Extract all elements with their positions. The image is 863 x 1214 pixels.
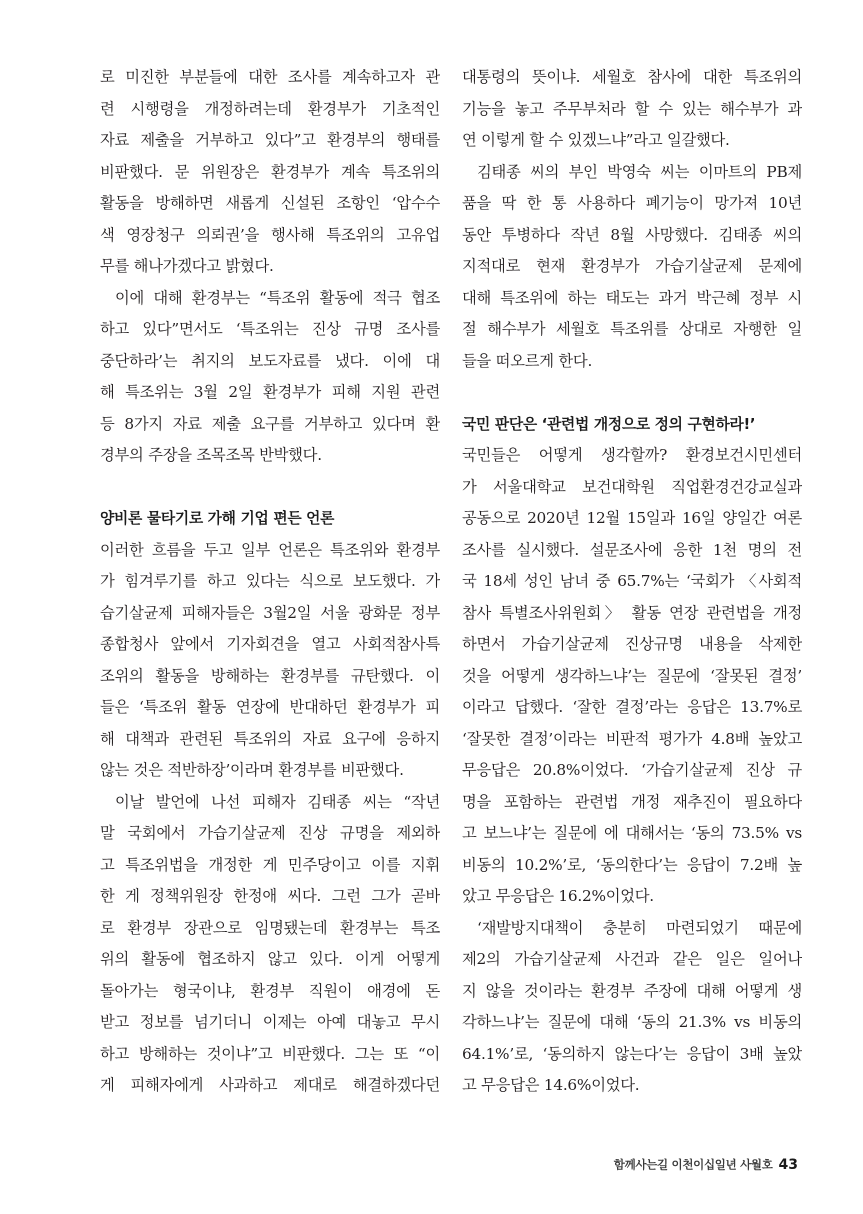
text-line: 이날 발언에 나선 피해자 김태종 씨는 “작년 [115,792,440,811]
text-line: 고 특조위법을 개정한 게 민주당이고 이를 지휘 [100,855,440,874]
text-line: 참사 특별조사위원회〉 활동 연장 관련법을 개정 [462,603,802,622]
paragraph [100,535,440,787]
text-line: 색 영장청구 의뢰권’을 행사해 특조위의 고유업 [100,225,440,244]
text-line: 았고 무응답은 16.2%이었다. [462,887,654,905]
text-line: 말 국회에서 가습기살균제 진상 규명을 제외하 [100,824,440,842]
paragraph [100,62,440,283]
text-line: 명을 포함하는 관련법 개정 재추진이 필요하다 [462,792,802,811]
text-line: 품을 딱 한 통 사용하다 폐기능이 망가져 10년 [462,194,802,212]
text-line: 이라고 답했다. ‘잘한 결정’라는 응답은 13.7%로 [462,698,802,716]
text-line: 종합청사 앞에서 기자회견을 열고 사회적참사특 [100,635,440,653]
page-number: 43 [778,1156,798,1173]
text-line: 동안 투병하다 작년 8월 사망했다. 김태종 씨의 [462,225,802,244]
text-line: 고 보느냐’는 질문에 에 대해서는 ‘동의 73.5% vs [462,824,802,842]
page-footer [614,1154,798,1173]
paragraph [462,913,802,1102]
paragraph [462,440,802,913]
text-line: 절 해수부가 세월호 특조위를 상대로 자행한 일 [462,320,802,338]
text-line: 하고 방해하는 것이냐”고 비판했다. 그는 또 “이 [100,1044,440,1063]
text-line: 중단하라’는 취지의 보도자료를 냈다. 이에 대 [100,351,440,370]
text-line: 지적대로 현재 환경부가 가습기살균제 문제에 [462,257,802,275]
text-line: 지 않을 것이라는 환경부 주장에 대해 어떻게 생 [462,981,802,1000]
text-line: 대통령의 뜻이냐. 세월호 참사에 대한 특조위의 [462,68,802,86]
text-line: 해 대책과 관련된 특조위의 자료 요구에 응하지 [100,729,440,748]
paragraph [462,157,802,378]
text-line: 각하느냐’는 질문에 대해 ‘동의 21.3% vs 비동의 [462,1013,802,1031]
text-line: 활동을 방해하면 새롭게 신설된 조항인 ‘압수수 [100,194,440,212]
text-line: ‘잘못한 결정’이라는 비판적 평가가 4.8배 높았고 [462,729,802,748]
text-line: 연 이렇게 할 수 있겠느냐”라고 일갈했다. [462,131,730,149]
text-line: 비판했다. 문 위원장은 환경부가 계속 특조위의 [100,162,440,181]
text-line: 고 무응답은 14.6%이었다. [462,1076,640,1094]
text-line: 받고 정보를 넘기더니 이제는 아예 대놓고 무시 [100,1013,440,1031]
text-line: 기능을 놓고 주무부처라 할 수 있는 해수부가 과 [462,99,802,118]
text-line: 위의 활동에 협조하지 않고 있다. 이게 어떻게 [100,950,440,968]
section-heading: 양비론 물타기로 가해 기업 편든 언론 [100,510,335,527]
text-line: 자료 제출을 거부하고 있다”고 환경부의 행태를 [100,131,440,149]
left-column [100,62,440,1102]
paragraph [462,62,802,157]
text-line: 비동의 10.2%’로, ‘동의한다’는 응답이 7.2배 높 [462,855,802,874]
text-line: 들을 떠오르게 한다. [462,351,593,370]
text-line: 조사를 실시했다. 설문조사에 응한 1천 명의 전 [462,540,802,559]
text-line: 제2의 가습기살균제 사건과 같은 일은 일어나 [462,950,802,968]
text-line: 경부의 주장을 조목조목 반박했다. [100,446,322,464]
text-line: 해 특조위는 3월 2일 환경부가 피해 지원 관련 [100,383,440,401]
text-line: 이러한 흐름을 두고 일부 언론은 특조위와 환경부 [100,540,440,559]
text-line: 국 18세 성인 남녀 중 65.7%는 ‘국회가 〈사회적 [462,572,802,590]
text-line: ‘재발방지대책이 충분히 마련되었기 때문에 [477,918,802,937]
text-line: 가 힘겨루기를 하고 있다는 식으로 보도했다. 가 [100,572,440,590]
text-line: 것을 어떻게 생각하느냐’는 질문에 ‘잘못된 결정’ [462,666,802,685]
text-line: 않는 것은 적반하장’이라며 환경부를 비판했다. [100,761,404,779]
text-line: 무응답은 20.8%이었다. ‘가습기살균제 진상 규 [462,761,802,779]
magazine-title: 함께사는길 이천이십일년 사월호 [613,1157,773,1172]
text-line: 조위의 활동을 방해하는 환경부를 규탄했다. 이 [100,666,440,685]
paragraph [100,283,440,472]
text-line: 돌아가는 형국이냐, 환경부 직원이 애경에 돈 [100,981,440,1000]
text-line: 한 게 정책위원장 한정애 씨다. 그런 그가 곧바 [100,887,440,905]
text-line: 게 피해자에게 사과하고 제대로 해결하겠다던 [100,1076,440,1094]
right-column [462,62,802,1102]
text-line: 김태종 씨의 부인 박영숙 씨는 이마트의 PB제 [477,162,802,181]
text-line: 무를 해나가겠다고 밝혔다. [100,257,274,275]
text-line: 대해 특조위에 하는 태도는 과거 박근혜 정부 시 [462,288,802,307]
text-line: 하면서 가습기살균제 진상규명 내용을 삭제한 [462,635,802,653]
paragraph [100,787,440,1102]
section-heading: 국민 판단은 ‘관련법 개정으로 정의 구현하라!’ [462,415,756,433]
text-line: 하고 있다”면서도 ‘특조위는 진상 규명 조사를 [100,320,440,338]
text-line: 64.1%’로, ‘동의하지 않는다’는 응답이 3배 높았 [462,1044,802,1063]
text-line: 국민들은 어떻게 생각할까? 환경보건시민센터 [462,446,802,464]
text-line: 이에 대해 환경부는 “특조위 활동에 적극 협조 [115,288,440,307]
text-line: 로 미진한 부분들에 대한 조사를 계속하고자 관 [100,68,440,86]
text-line: 가 서울대학교 보건대학원 직업환경건강교실과 [462,477,802,496]
text-line: 로 환경부 장관으로 임명됐는데 환경부는 특조 [100,918,440,937]
text-line: 련 시행령을 개정하려는데 환경부가 기초적인 [100,99,440,118]
text-line: 습기살균제 피해자들은 3월2일 서울 광화문 정부 [100,603,440,622]
text-line: 등 8가지 자료 제출 요구를 거부하고 있다며 환 [100,414,440,433]
text-line: 들은 ‘특조위 활동 연장에 반대하던 환경부가 피 [100,698,440,716]
text-line: 공동으로 2020년 12월 15일과 16일 양일간 여론 [462,509,802,527]
